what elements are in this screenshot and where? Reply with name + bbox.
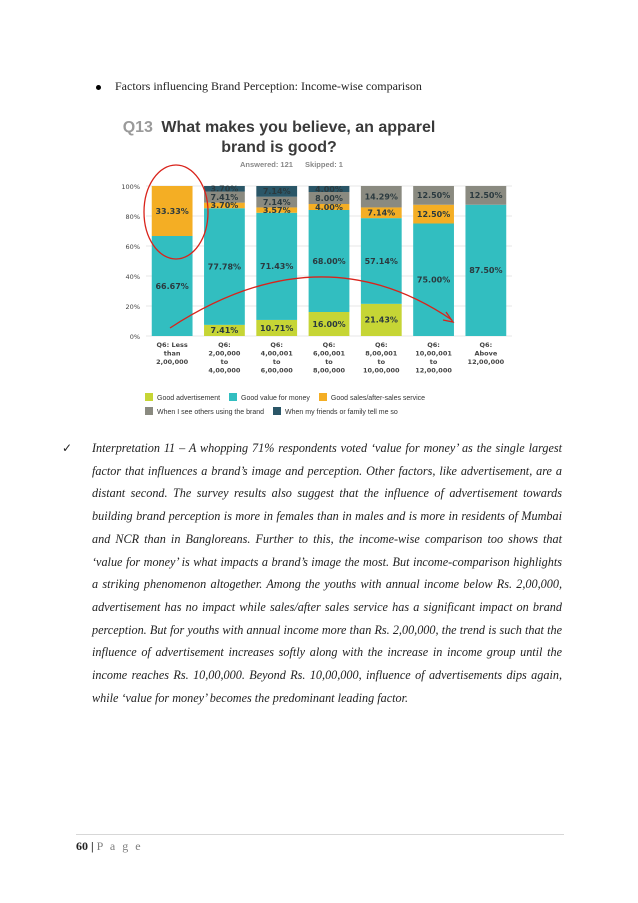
bar-data-label: 21.43% bbox=[364, 315, 398, 325]
bar-data-label: 10.71% bbox=[260, 323, 294, 333]
x-tick-label: 10,00,001 bbox=[415, 349, 452, 358]
legend-swatch bbox=[273, 407, 281, 415]
x-tick-label: 8,00,001 bbox=[365, 349, 398, 358]
legend-label: When my friends or family tell me so bbox=[285, 409, 398, 416]
interpretation-block bbox=[62, 437, 562, 709]
page-label: P a g e bbox=[96, 839, 143, 853]
bar-data-label: 66.67% bbox=[155, 281, 189, 291]
chart-title-text: What makes you believe, an apparel brand is good? bbox=[161, 119, 436, 156]
chart-question-number: Q13 bbox=[122, 119, 153, 136]
x-tick-label: to bbox=[325, 358, 333, 366]
bar-data-label: 8.00% bbox=[315, 193, 343, 203]
legend-item bbox=[145, 392, 220, 406]
interpretation-text: Interpretation 11 – A whopping 71% respondents voted ‘value for money’ as the single largest factor that influences a brand’s image and perception. Other factors, like advertisement, are a distant second. The survey results also suggest that the influence of advertisement towards building brand perception is more in females than in males and is more in residents of Mumbai and NCR than in Bangloreans. Further to this, the income-wise comparison too shows that ‘value for money’ is what impacts a brand’s image the most. But income-comparison highlights a striking phenomenon altogether. Among the youths with annual income below Rs. 2,00,000, advertisement has no impact while sales/after sales service has a significant impact on brand perception. But for youths with annual income more than Rs. 2,00,000, the trend is such that the influence of advertisement increases softly along with the increase in income group until the income reaches Rs. 10,00,000. Beyond Rs. 10,00,000, influence of advertisements dips again, while ‘value for money’ becomes the predominant leading factor. bbox=[92, 441, 562, 705]
bar-data-label: 71.43% bbox=[260, 262, 294, 272]
legend-label: When I see others using the brand bbox=[157, 409, 265, 416]
bar-data-label: 3.70% bbox=[210, 201, 239, 211]
x-tick-label: 12,00,000 bbox=[415, 366, 452, 375]
x-tick-label: Above bbox=[474, 349, 498, 358]
x-tick-label: 10,00,000 bbox=[362, 366, 400, 375]
x-tick-label: 2,00,000 bbox=[156, 358, 189, 366]
bar-data-label: 12.50% bbox=[469, 191, 503, 201]
bar-data-label: 7.41% bbox=[210, 326, 239, 336]
y-tick-label: 100% bbox=[121, 183, 140, 191]
bar-data-label: 3.70% bbox=[210, 184, 239, 194]
legend-item bbox=[145, 406, 264, 420]
bar-data-label: 75.00% bbox=[416, 275, 451, 285]
y-tick-label: 60% bbox=[125, 243, 140, 251]
bar-data-label: 57.14% bbox=[364, 256, 398, 266]
footer-divider bbox=[76, 834, 564, 835]
x-tick-label: 4,00,000 bbox=[208, 366, 241, 375]
bar-data-label: 7.41% bbox=[210, 192, 239, 202]
x-tick-label: 4,00,001 bbox=[260, 349, 293, 358]
chart-legend bbox=[145, 392, 525, 420]
footer-separator: | bbox=[91, 839, 94, 853]
x-tick-label: to bbox=[429, 358, 438, 366]
x-tick-label: to bbox=[272, 358, 281, 366]
x-tick-label: 2,00,000 bbox=[208, 349, 241, 358]
x-tick-label: to bbox=[220, 358, 229, 366]
legend-swatch bbox=[145, 393, 153, 401]
legend-label: Good advertisement bbox=[157, 395, 221, 402]
skipped-count: Skipped: 1 bbox=[305, 160, 343, 169]
stacked-bar-chart bbox=[0, 0, 638, 420]
y-tick-label: 20% bbox=[125, 303, 140, 311]
x-tick-label: Q6: bbox=[479, 341, 493, 349]
bar-data-label: 14.29% bbox=[364, 192, 398, 202]
legend-item bbox=[319, 392, 425, 406]
x-tick-label: Q6: bbox=[270, 341, 284, 349]
x-tick-label: to bbox=[377, 358, 386, 366]
bar-data-label: 7.14% bbox=[367, 208, 396, 218]
legend-label: Good sales/after-sales service bbox=[330, 395, 426, 402]
bar-data-label: 7.14% bbox=[262, 187, 291, 197]
legend-swatch bbox=[319, 393, 327, 401]
answered-count: Answered: 121 bbox=[240, 160, 293, 169]
y-tick-label: 80% bbox=[125, 213, 140, 221]
bar-data-label: 77.78% bbox=[207, 262, 242, 272]
bar-data-label: 4.00% bbox=[315, 184, 343, 194]
y-tick-label: 40% bbox=[125, 273, 140, 281]
bar-data-label: 16.00% bbox=[312, 319, 346, 329]
x-tick-label: than bbox=[163, 349, 181, 358]
legend-item bbox=[273, 406, 398, 420]
x-tick-label: Q6: bbox=[218, 341, 231, 349]
bar-data-label: 12.50% bbox=[416, 191, 451, 201]
bar-data-label: 7.14% bbox=[262, 197, 291, 207]
page-footer bbox=[76, 839, 143, 854]
x-tick-label: Q6: Less bbox=[156, 341, 188, 349]
legend-swatch bbox=[229, 393, 237, 401]
x-tick-label: Q6: bbox=[322, 341, 336, 349]
bar-data-label: 12.50% bbox=[416, 209, 451, 219]
legend-swatch bbox=[145, 407, 153, 415]
x-tick-label: 12,00,000 bbox=[467, 358, 505, 366]
checkmark-icon: ✓ bbox=[62, 441, 73, 455]
x-tick-label: Q6: bbox=[374, 341, 388, 349]
page-number: 60 bbox=[76, 839, 88, 853]
y-tick-label: 0% bbox=[129, 333, 140, 341]
legend-label: Good value for money bbox=[241, 395, 310, 402]
x-tick-label: 8,00,000 bbox=[312, 366, 346, 375]
legend-item bbox=[229, 392, 310, 406]
bar-data-label: 68.00% bbox=[312, 256, 346, 266]
bar-data-label: 4.00% bbox=[315, 202, 343, 212]
bar-data-label: 3.57% bbox=[262, 205, 291, 215]
x-tick-label: 6,00,001 bbox=[312, 349, 346, 358]
section-heading-text: Factors influencing Brand Perception: Income-wise comparison bbox=[115, 79, 422, 93]
bar-data-label: 33.33% bbox=[155, 206, 189, 216]
bar-data-label: 87.50% bbox=[469, 266, 503, 276]
x-tick-label: Q6: bbox=[427, 341, 440, 349]
x-tick-label: 6,00,000 bbox=[260, 366, 293, 375]
